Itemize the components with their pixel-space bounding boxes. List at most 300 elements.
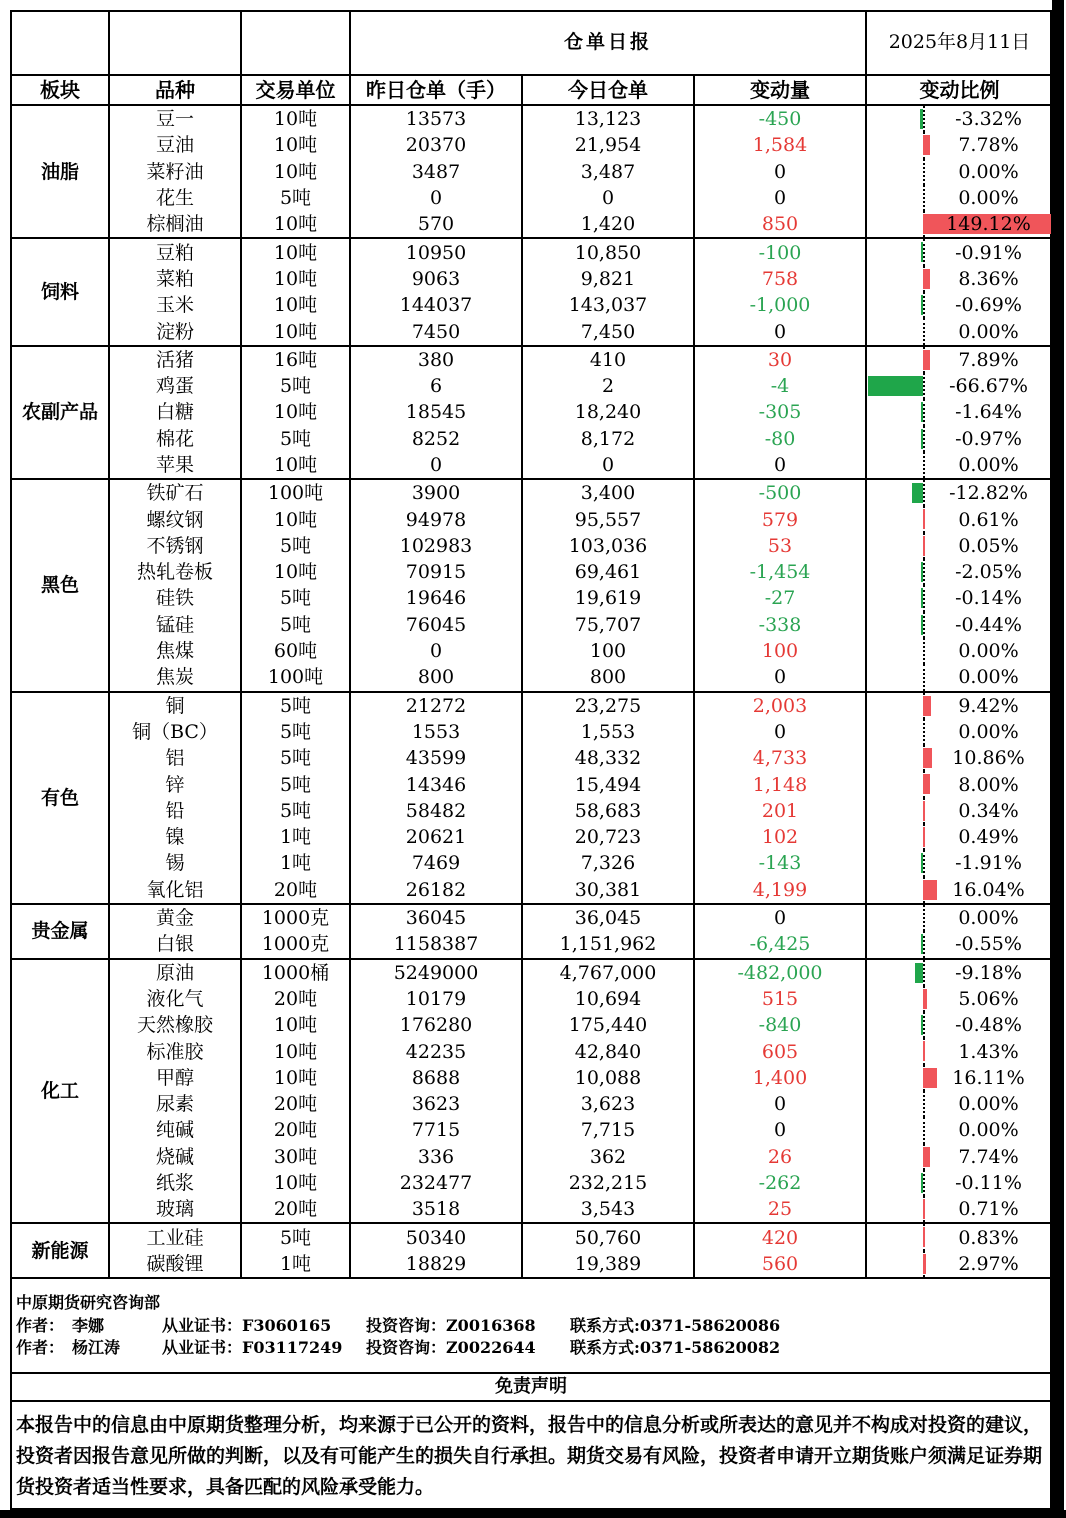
ratio-bar: [921, 402, 923, 422]
ratio-text: 0.71%: [958, 1198, 1019, 1221]
table-row: [11, 318, 1053, 345]
variety-cell: 铜: [109, 692, 241, 719]
ratio-axis: [923, 1091, 925, 1117]
variety-cell: 黄金: [109, 904, 241, 931]
variety-cell: 原油: [109, 959, 241, 986]
unit-cell: 10吨: [241, 132, 350, 158]
table-row: [11, 238, 1053, 265]
ratio-bar: [923, 1227, 925, 1247]
table-row: [11, 1065, 1053, 1091]
ratio-axis: [923, 1012, 925, 1038]
unit-cell: 1吨: [241, 1251, 350, 1278]
ratio-text: 7.78%: [958, 134, 1019, 157]
ratio-text: -0.55%: [955, 933, 1022, 956]
table-row: [11, 346, 1053, 373]
change-cell: -500: [694, 479, 866, 506]
change-cell: 0: [694, 1091, 866, 1117]
ratio-axis: [923, 239, 925, 265]
ratio-text: -1.64%: [955, 401, 1022, 424]
variety-cell: 铅: [109, 798, 241, 824]
ratio-cell: [866, 959, 1053, 986]
change-cell: 605: [694, 1038, 866, 1064]
today-receipts-cell: 175,440: [522, 1012, 694, 1038]
unit-cell: 10吨: [241, 318, 350, 345]
sector-name: 油脂: [11, 105, 109, 238]
today-receipts-cell: 410: [522, 346, 694, 373]
disclaimer-title: 免责声明: [10, 1372, 1052, 1402]
unit-cell: 20吨: [241, 877, 350, 904]
unit-cell: 5吨: [241, 771, 350, 797]
ratio-bar: [923, 1254, 926, 1274]
table-row: [11, 850, 1053, 876]
table-row: [11, 719, 1053, 745]
change-cell: 4,199: [694, 877, 866, 904]
today-receipts-cell: 20,723: [522, 824, 694, 850]
yesterday-receipts-cell: 8688: [350, 1065, 522, 1091]
variety-cell: 铁矿石: [109, 479, 241, 506]
ratio-axis: [923, 373, 925, 399]
ratio-text: 0.61%: [958, 508, 1019, 531]
change-cell: 0: [694, 318, 866, 345]
ratio-axis: [923, 719, 925, 745]
ratio-bar: [921, 853, 923, 873]
yesterday-receipts-cell: 232477: [350, 1170, 522, 1196]
sector-name: 农副产品: [11, 346, 109, 479]
change-cell: -450: [694, 105, 866, 132]
today-receipts-cell: 103,036: [522, 533, 694, 559]
variety-cell: 锰硅: [109, 612, 241, 638]
author-name: 杨江涛: [72, 1338, 121, 1357]
today-receipts-cell: 1,151,962: [522, 931, 694, 958]
ratio-cell: [866, 612, 1053, 638]
variety-cell: 活猪: [109, 346, 241, 373]
sector-name: 新能源: [11, 1223, 109, 1278]
unit-cell: 10吨: [241, 105, 350, 132]
yesterday-receipts-cell: 10179: [350, 986, 522, 1012]
change-cell: -80: [694, 426, 866, 452]
change-cell: 515: [694, 986, 866, 1012]
column-header: 品种: [109, 75, 241, 105]
today-receipts-cell: 100: [522, 638, 694, 664]
ratio-axis: [923, 559, 925, 585]
today-receipts-cell: 19,619: [522, 585, 694, 611]
ratio-cell: [866, 585, 1053, 611]
today-receipts-cell: 13,123: [522, 105, 694, 132]
change-cell: 0: [694, 452, 866, 479]
change-cell: 25: [694, 1196, 866, 1223]
variety-cell: 纸浆: [109, 1170, 241, 1196]
ratio-cell: [866, 904, 1053, 931]
yesterday-receipts-cell: 76045: [350, 612, 522, 638]
author-cert: 从业证书：F03117249: [162, 1338, 343, 1357]
ratio-bar: [921, 934, 923, 954]
report-date: 2025年8月11日: [866, 10, 1053, 75]
ratio-cell: [866, 1223, 1053, 1250]
ratio-bar: [921, 242, 923, 262]
ratio-axis: [923, 452, 925, 478]
today-receipts-cell: 2: [522, 373, 694, 399]
ratio-axis: [923, 106, 925, 132]
unit-cell: 20吨: [241, 1091, 350, 1117]
variety-cell: 焦煤: [109, 638, 241, 664]
unit-cell: 16吨: [241, 346, 350, 373]
yesterday-receipts-cell: 3487: [350, 159, 522, 185]
sector-name: 化工: [11, 959, 109, 1224]
author-label: 作者：: [16, 1338, 65, 1357]
ratio-bar: [921, 562, 923, 582]
ratio-text: -0.97%: [955, 427, 1022, 450]
today-receipts-cell: 69,461: [522, 559, 694, 585]
ratio-text: 0.00%: [958, 320, 1019, 343]
change-cell: 0: [694, 719, 866, 745]
table-row: [11, 692, 1053, 719]
ratio-cell: [866, 1170, 1053, 1196]
table-row: [11, 1251, 1053, 1278]
table-row: [11, 771, 1053, 797]
ratio-axis: [923, 960, 925, 986]
yesterday-receipts-cell: 0: [350, 452, 522, 479]
column-header: 交易单位: [241, 75, 350, 105]
title-blank-3: [241, 10, 350, 75]
variety-cell: 标准胶: [109, 1038, 241, 1064]
table-row: [11, 159, 1053, 185]
ratio-text: -2.05%: [955, 561, 1022, 584]
table-row: [11, 585, 1053, 611]
ratio-bar: [920, 109, 923, 129]
table-row: [11, 533, 1053, 559]
yesterday-receipts-cell: 176280: [350, 1012, 522, 1038]
variety-cell: 铝: [109, 745, 241, 771]
ratio-axis: [923, 159, 925, 185]
ratio-bar: [921, 1173, 923, 1193]
ratio-text: 0.49%: [958, 826, 1019, 849]
column-header: 变动比例: [866, 75, 1053, 105]
today-receipts-cell: 21,954: [522, 132, 694, 158]
yesterday-receipts-cell: 36045: [350, 904, 522, 931]
table-row: [11, 373, 1053, 399]
change-cell: 0: [694, 664, 866, 691]
ratio-bar: [912, 483, 923, 503]
yesterday-receipts-cell: 19646: [350, 585, 522, 611]
ratio-text: -9.18%: [955, 961, 1022, 984]
ratio-axis: [923, 612, 925, 638]
change-cell: 4,733: [694, 745, 866, 771]
unit-cell: 10吨: [241, 238, 350, 265]
author-name: 李娜: [72, 1316, 105, 1335]
ratio-bar: [923, 135, 930, 155]
ratio-text: 7.74%: [958, 1145, 1019, 1168]
variety-cell: 玻璃: [109, 1196, 241, 1223]
ratio-cell: [866, 1012, 1053, 1038]
ratio-text: 8.00%: [958, 773, 1019, 796]
title-blank-2: [109, 10, 241, 75]
variety-cell: 甲醇: [109, 1065, 241, 1091]
change-cell: 758: [694, 266, 866, 292]
ratio-axis: [923, 1117, 925, 1143]
today-receipts-cell: 95,557: [522, 506, 694, 532]
unit-cell: 10吨: [241, 159, 350, 185]
today-receipts-cell: 36,045: [522, 904, 694, 931]
ratio-axis: [923, 426, 925, 452]
today-receipts-cell: 48,332: [522, 745, 694, 771]
ratio-cell: [866, 132, 1053, 158]
table-row: [11, 664, 1053, 691]
ratio-axis: [923, 185, 925, 211]
yesterday-receipts-cell: 3518: [350, 1196, 522, 1223]
variety-cell: 豆一: [109, 105, 241, 132]
ratio-cell: [866, 159, 1053, 185]
table-row: [11, 1117, 1053, 1143]
ratio-axis: [923, 480, 925, 506]
yesterday-receipts-cell: 144037: [350, 292, 522, 318]
change-cell: 53: [694, 533, 866, 559]
column-header: 板块: [11, 75, 109, 105]
department-name: 中原期货研究咨询部: [16, 1293, 161, 1312]
yesterday-receipts-cell: 6: [350, 373, 522, 399]
variety-cell: 铜（BC）: [109, 719, 241, 745]
variety-cell: 螺纹钢: [109, 506, 241, 532]
yesterday-receipts-cell: 380: [350, 346, 522, 373]
variety-cell: 菜籽油: [109, 159, 241, 185]
unit-cell: 1000克: [241, 931, 350, 958]
ratio-cell: [866, 105, 1053, 132]
today-receipts-cell: 3,543: [522, 1196, 694, 1223]
variety-cell: 镍: [109, 824, 241, 850]
yesterday-receipts-cell: 570: [350, 211, 522, 238]
report-title: 仓单日报: [350, 10, 866, 75]
today-receipts-cell: 8,172: [522, 426, 694, 452]
yesterday-receipts-cell: 1158387: [350, 931, 522, 958]
ratio-bar: [921, 295, 923, 315]
unit-cell: 5吨: [241, 719, 350, 745]
table-row: [11, 452, 1053, 479]
table-row: [11, 1091, 1053, 1117]
ratio-text: 0.00%: [958, 187, 1019, 210]
unit-cell: 20吨: [241, 1117, 350, 1143]
change-cell: 420: [694, 1223, 866, 1250]
ratio-cell: [866, 850, 1053, 876]
today-receipts-cell: 7,715: [522, 1117, 694, 1143]
today-receipts-cell: 18,240: [522, 399, 694, 425]
variety-cell: 淀粉: [109, 318, 241, 345]
ratio-cell: [866, 931, 1053, 958]
author-advice-id: 投资咨询：Z0022644: [366, 1338, 536, 1357]
table-row: [11, 959, 1053, 986]
table-row: [11, 479, 1053, 506]
ratio-text: 16.11%: [952, 1066, 1025, 1089]
ratio-bar: [921, 429, 923, 449]
yesterday-receipts-cell: 5249000: [350, 959, 522, 986]
table-row: [11, 266, 1053, 292]
unit-cell: 5吨: [241, 1223, 350, 1250]
ratio-cell: [866, 346, 1053, 373]
today-receipts-cell: 9,821: [522, 266, 694, 292]
change-cell: -6,425: [694, 931, 866, 958]
table-row: [11, 1196, 1053, 1223]
table-row: [11, 1144, 1053, 1170]
variety-cell: 苹果: [109, 452, 241, 479]
yesterday-receipts-cell: 70915: [350, 559, 522, 585]
ratio-bar: [923, 827, 925, 847]
change-cell: 102: [694, 824, 866, 850]
ratio-text: 0.83%: [958, 1226, 1019, 1249]
variety-cell: 棕榈油: [109, 211, 241, 238]
unit-cell: 10吨: [241, 452, 350, 479]
unit-cell: 20吨: [241, 1196, 350, 1223]
yesterday-receipts-cell: 0: [350, 185, 522, 211]
ratio-text: 7.89%: [958, 348, 1019, 371]
variety-cell: 液化气: [109, 986, 241, 1012]
ratio-bar: [915, 963, 923, 983]
ratio-bar: [923, 880, 937, 900]
yesterday-receipts-cell: 20621: [350, 824, 522, 850]
ratio-bar: [923, 350, 930, 370]
variety-cell: 尿素: [109, 1091, 241, 1117]
ratio-axis: [923, 931, 925, 957]
ratio-text: -0.11%: [955, 1172, 1022, 1195]
ratio-bar: [923, 801, 925, 821]
unit-cell: 5吨: [241, 612, 350, 638]
yesterday-receipts-cell: 9063: [350, 266, 522, 292]
table-row: [11, 745, 1053, 771]
ratio-cell: [866, 399, 1053, 425]
ratio-bar: [923, 509, 925, 529]
column-header: 变动量: [694, 75, 866, 105]
yesterday-receipts-cell: 42235: [350, 1038, 522, 1064]
ratio-text: -3.32%: [955, 108, 1022, 131]
change-cell: 0: [694, 904, 866, 931]
variety-cell: 白糖: [109, 399, 241, 425]
ratio-text: 2.97%: [958, 1252, 1019, 1275]
today-receipts-cell: 15,494: [522, 771, 694, 797]
yesterday-receipts-cell: 43599: [350, 745, 522, 771]
table-row: [11, 211, 1053, 238]
ratio-axis: [923, 318, 925, 344]
ratio-text: 0.00%: [958, 907, 1019, 930]
ratio-cell: [866, 373, 1053, 399]
table-row: [11, 931, 1053, 958]
ratio-text: -12.82%: [949, 482, 1028, 505]
variety-cell: 硅铁: [109, 585, 241, 611]
ratio-cell: [866, 266, 1053, 292]
table-row: [11, 1223, 1053, 1250]
today-receipts-cell: 0: [522, 185, 694, 211]
change-cell: 0: [694, 1117, 866, 1143]
unit-cell: 10吨: [241, 1065, 350, 1091]
yesterday-receipts-cell: 50340: [350, 1223, 522, 1250]
yesterday-receipts-cell: 21272: [350, 692, 522, 719]
today-receipts-cell: 362: [522, 1144, 694, 1170]
unit-cell: 5吨: [241, 426, 350, 452]
ratio-cell: [866, 1038, 1053, 1064]
ratio-text: 0.00%: [958, 720, 1019, 743]
column-header: 昨日仓单（手）: [350, 75, 522, 105]
table-row: [11, 1038, 1053, 1064]
disclaimer-text: 本报告中的信息由中原期货整理分析，均来源于已公开的资料，报告中的信息分析或所表达的意见并不构成对投资的建议，投资者因报告意见所做的判断，以及有可能产生的损失自行承担。期货交易有风险，投资者申请开立期货账户须满足证券期货投资者适当性要求，具备匹配的风险承受能力。: [16, 1414, 1043, 1498]
unit-cell: 10吨: [241, 1170, 350, 1196]
yesterday-receipts-cell: 0: [350, 638, 522, 664]
change-cell: -1,000: [694, 292, 866, 318]
change-cell: -305: [694, 399, 866, 425]
variety-cell: 天然橡胶: [109, 1012, 241, 1038]
variety-cell: 白银: [109, 931, 241, 958]
today-receipts-cell: 3,487: [522, 159, 694, 185]
ratio-cell: [866, 824, 1053, 850]
change-cell: 30: [694, 346, 866, 373]
variety-cell: 工业硅: [109, 1223, 241, 1250]
yesterday-receipts-cell: 18545: [350, 399, 522, 425]
unit-cell: 5吨: [241, 692, 350, 719]
ratio-text: -1.91%: [955, 852, 1022, 875]
change-cell: -27: [694, 585, 866, 611]
unit-cell: 10吨: [241, 211, 350, 238]
ratio-cell: [866, 798, 1053, 824]
today-receipts-cell: 0: [522, 452, 694, 479]
table-row: [11, 1170, 1053, 1196]
ratio-text: 8.36%: [958, 267, 1019, 290]
change-cell: -143: [694, 850, 866, 876]
sector-name: 有色: [11, 692, 109, 904]
yesterday-receipts-cell: 8252: [350, 426, 522, 452]
unit-cell: 10吨: [241, 266, 350, 292]
variety-cell: 锡: [109, 850, 241, 876]
ratio-text: 0.00%: [958, 1119, 1019, 1142]
ratio-bar: [923, 269, 930, 289]
yesterday-receipts-cell: 7469: [350, 850, 522, 876]
unit-cell: 10吨: [241, 1038, 350, 1064]
ratio-axis: [923, 292, 925, 318]
change-cell: -262: [694, 1170, 866, 1196]
variety-cell: 烧碱: [109, 1144, 241, 1170]
today-receipts-cell: 1,420: [522, 211, 694, 238]
yesterday-receipts-cell: 102983: [350, 533, 522, 559]
change-cell: 100: [694, 638, 866, 664]
ratio-bar: [923, 1199, 925, 1219]
table-row: [11, 185, 1053, 211]
change-cell: 26: [694, 1144, 866, 1170]
change-cell: 2,003: [694, 692, 866, 719]
variety-cell: 鸡蛋: [109, 373, 241, 399]
column-header: 今日仓单: [522, 75, 694, 105]
ratio-cell: [866, 1117, 1053, 1143]
ratio-cell: [866, 318, 1053, 345]
table-row: [11, 612, 1053, 638]
ratio-axis: [923, 1170, 925, 1196]
ratio-axis: [923, 585, 925, 611]
variety-cell: 焦炭: [109, 664, 241, 691]
ratio-cell: [866, 1251, 1053, 1278]
warehouse-receipt-table: [10, 10, 1054, 1279]
ratio-text: 0.34%: [958, 799, 1019, 822]
change-cell: -100: [694, 238, 866, 265]
ratio-cell: [866, 238, 1053, 265]
today-receipts-cell: 10,850: [522, 238, 694, 265]
today-receipts-cell: 23,275: [522, 692, 694, 719]
variety-cell: 花生: [109, 185, 241, 211]
unit-cell: 5吨: [241, 798, 350, 824]
change-cell: 1,148: [694, 771, 866, 797]
change-cell: -4: [694, 373, 866, 399]
variety-cell: 热轧卷板: [109, 559, 241, 585]
yesterday-receipts-cell: 94978: [350, 506, 522, 532]
change-cell: 560: [694, 1251, 866, 1278]
ratio-cell: [866, 559, 1053, 585]
ratio-cell: [866, 211, 1053, 238]
author-contact: 联系方式:0371-58620086: [570, 1316, 781, 1335]
today-receipts-cell: 4,767,000: [522, 959, 694, 986]
variety-cell: 豆粕: [109, 238, 241, 265]
ratio-bar: [923, 989, 927, 1009]
